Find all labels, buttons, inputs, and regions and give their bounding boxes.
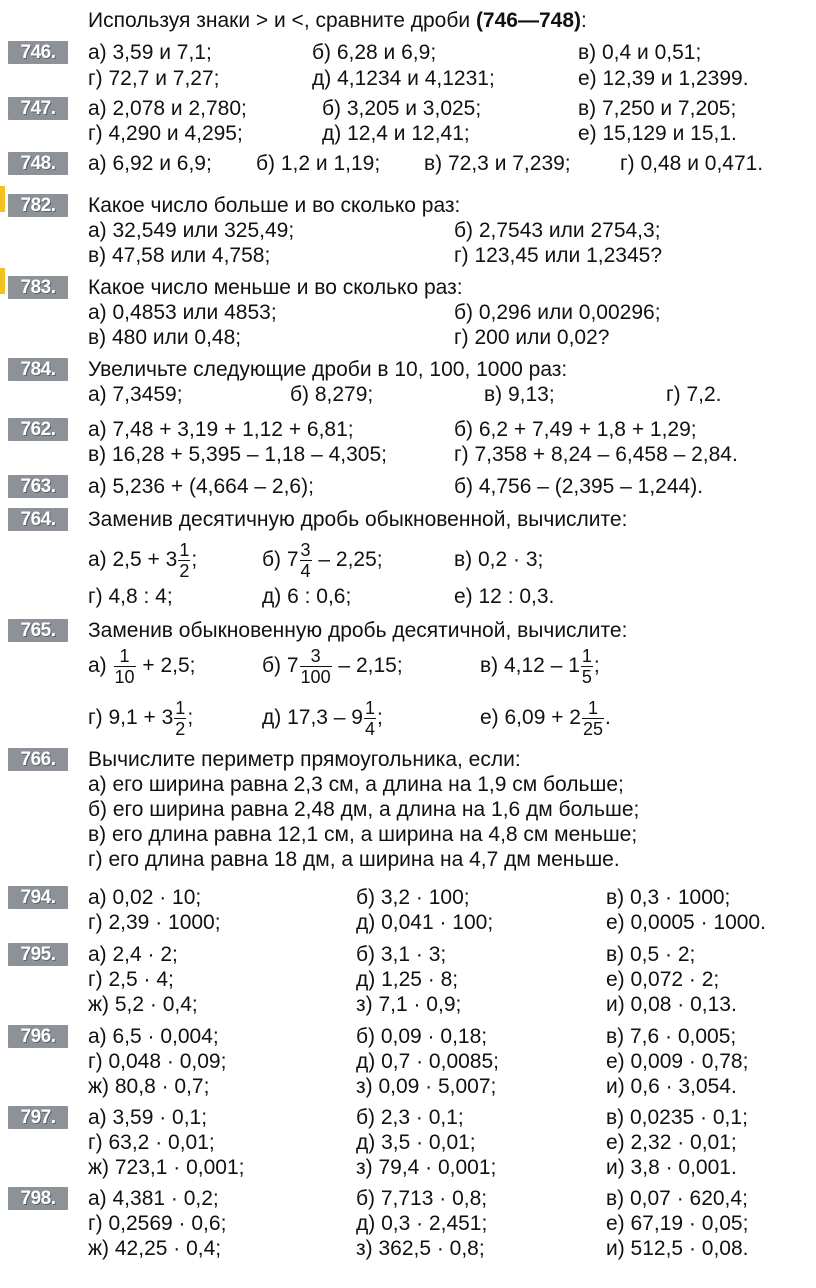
denominator: 2 xyxy=(175,718,186,739)
item: г) 123,45 или 1,2345? xyxy=(454,244,663,267)
problem-number-783: 783. xyxy=(8,276,68,299)
item: г) 0,048 · 0,09; xyxy=(88,1050,227,1073)
problem-title: Вычислите периметр прямоугольника, если: xyxy=(88,748,521,771)
item: д) 3,5 · 0,01; xyxy=(356,1131,476,1154)
item-a xyxy=(88,644,196,688)
item: г) его длина равна 18 дм, а ширина на 4,7 дм меньше. xyxy=(88,848,620,871)
item: г) 0,48 и 0,471. xyxy=(620,152,764,175)
problem-number-763: 763. xyxy=(8,475,68,498)
item: в) 47,58 или 4,758; xyxy=(88,244,271,267)
problem-title: Какое число больше и во сколько раз: xyxy=(88,194,461,217)
item: в) 0,0235 · 0,1; xyxy=(606,1106,748,1129)
problem-number-747: 747. xyxy=(8,97,68,120)
yellow-margin-marker xyxy=(0,186,5,212)
numerator: 3 xyxy=(300,539,311,560)
item-b xyxy=(262,644,403,688)
expr-text: ; xyxy=(377,706,383,729)
problem-title: Какое число меньше и во сколько раз: xyxy=(88,276,463,299)
problem-number-746: 746. xyxy=(8,41,68,64)
fraction xyxy=(364,698,376,739)
item: г) 4,290 и 4,295; xyxy=(88,122,243,145)
numerator: 1 xyxy=(179,539,190,560)
expr-text: г) 9,1 + 3 xyxy=(88,706,174,729)
problem-number-762: 762. xyxy=(8,418,68,441)
item: а) 2,078 и 2,780; xyxy=(88,97,247,120)
item: е) 67,19 · 0,05; xyxy=(606,1212,749,1235)
item-c: в) 0,2 · 3; xyxy=(454,548,544,571)
item: в) 16,28 + 5,395 – 1,18 – 4,305; xyxy=(88,443,387,466)
denominator: 10 xyxy=(114,666,135,687)
problem-number-782: 782. xyxy=(8,194,68,217)
numerator: 1 xyxy=(175,697,186,718)
problem-number-766: 766. xyxy=(8,748,68,771)
expr-text: . xyxy=(605,706,611,729)
item: и) 0,08 · 0,13. xyxy=(606,993,737,1016)
item: г) 2,5 · 4; xyxy=(88,968,174,991)
expr-text: е) 6,09 + 2 xyxy=(480,706,581,729)
problem-title: Заменив обыкновенную дробь десятичной, вычислите: xyxy=(88,619,628,642)
problem-number-798: 798. xyxy=(8,1187,68,1210)
problem-number-765: 765. xyxy=(8,619,68,642)
item: а) 0,02 · 10; xyxy=(88,886,202,909)
item: е) 2,32 · 0,01; xyxy=(606,1131,737,1154)
fraction xyxy=(178,540,190,581)
item: в) 0,4 и 0,51; xyxy=(578,41,702,64)
expr-text: д) 17,3 – 9 xyxy=(262,706,363,729)
problem-number-764: 764. xyxy=(8,508,68,531)
item: и) 3,8 · 0,001. xyxy=(606,1156,737,1179)
expr-text: + 2,5; xyxy=(136,654,196,677)
item-d: г) 4,8 : 4; xyxy=(88,585,173,608)
item: в) 0,3 · 1000; xyxy=(606,886,731,909)
denominator: 4 xyxy=(364,718,375,739)
item-c xyxy=(480,644,600,688)
item: а) 3,59 · 0,1; xyxy=(88,1106,208,1129)
item: д) 0,3 · 2,451; xyxy=(356,1212,488,1235)
expr-text: – 2,15; xyxy=(332,654,403,677)
item-f: е) 12 : 0,3. xyxy=(454,585,555,608)
item: в) 480 или 0,48; xyxy=(88,326,242,349)
item: в) 0,5 · 2; xyxy=(606,943,696,966)
item: а) 32,549 или 325,49; xyxy=(88,219,295,242)
item: з) 79,4 · 0,001; xyxy=(356,1156,497,1179)
item: е) 0,009 · 0,78; xyxy=(606,1050,749,1073)
expr-text: – 2,25; xyxy=(312,548,383,571)
numerator: 1 xyxy=(114,646,136,667)
problem-number-795: 795. xyxy=(8,943,68,966)
item-a xyxy=(88,538,197,582)
item: а) 7,3459; xyxy=(88,383,183,406)
item: ж) 42,25 · 0,4; xyxy=(88,1237,222,1260)
item: д) 4,1234 и 4,1231; xyxy=(312,67,495,90)
item: б) 6,28 и 6,9; xyxy=(312,41,437,64)
item-e: д) 6 : 0,6; xyxy=(262,585,352,608)
item: з) 7,1 · 0,9; xyxy=(356,993,462,1016)
yellow-margin-marker xyxy=(0,268,5,294)
item: г) 7,2. xyxy=(666,383,722,406)
item: г) 200 или 0,02? xyxy=(454,326,610,349)
problem-number-784: 784. xyxy=(8,358,68,381)
item: г) 2,39 · 1000; xyxy=(88,911,221,934)
expr-text: а) xyxy=(88,654,113,677)
item: а) его ширина равна 2,3 см, а длина на 1,9 см больше; xyxy=(88,773,624,796)
fraction xyxy=(300,540,312,581)
item: б) 2,3 · 0,1; xyxy=(356,1106,464,1129)
expr-text: б) 7 xyxy=(262,654,299,677)
numerator: 1 xyxy=(364,697,375,718)
denominator: 25 xyxy=(583,718,604,739)
fraction xyxy=(582,698,604,739)
item: б) 3,2 · 100; xyxy=(356,886,470,909)
problem-number-794: 794. xyxy=(8,886,68,909)
item: г) 0,2569 · 0,6; xyxy=(88,1212,227,1235)
item: з) 362,5 · 0,8; xyxy=(356,1237,485,1260)
item: г) 63,2 · 0,01; xyxy=(88,1131,215,1154)
intro-text: Используя знаки > и <, сравните дроби xyxy=(88,9,476,32)
item-f xyxy=(480,696,611,740)
item: б) 2,7543 или 2754,3; xyxy=(454,219,661,242)
item: з) 0,09 · 5,007; xyxy=(356,1075,497,1098)
expr-text: ; xyxy=(593,654,600,677)
expr-text: в) 4,12 – 1 xyxy=(480,654,580,677)
item: и) 0,6 · 3,054. xyxy=(606,1075,737,1098)
item: д) 0,7 · 0,0085; xyxy=(356,1050,500,1073)
item-d xyxy=(88,696,193,740)
expr-text: ; xyxy=(187,706,194,729)
item: е) 15,129 и 15,1. xyxy=(578,122,737,145)
item: ж) 5,2 · 0,4; xyxy=(88,993,198,1016)
item: а) 0,4853 или 4853; xyxy=(88,301,277,324)
item: в) 7,250 и 7,205; xyxy=(578,97,737,120)
item: а) 6,92 и 6,9; xyxy=(88,152,212,175)
fraction xyxy=(581,646,593,687)
item: и) 512,5 · 0,08. xyxy=(606,1237,749,1260)
item: б) 1,2 и 1,19; xyxy=(256,152,381,175)
item: в) его длина равна 12,1 см, а ширина на 4,8 см меньше; xyxy=(88,823,638,846)
denominator: 2 xyxy=(179,560,190,581)
item-e xyxy=(262,696,383,740)
fraction xyxy=(114,646,136,687)
item: в) 9,13; xyxy=(484,383,555,406)
item: а) 2,4 · 2; xyxy=(88,943,178,966)
expr-text: ; xyxy=(191,548,198,571)
item: б) его ширина равна 2,48 дм, а длина на 1,6 дм больше; xyxy=(88,798,640,821)
denominator: 4 xyxy=(300,560,311,581)
item: д) 1,25 · 8; xyxy=(356,968,459,991)
item: д) 0,041 · 100; xyxy=(356,911,494,934)
item: б) 0,296 или 0,00296; xyxy=(454,301,661,324)
denominator: 5 xyxy=(581,666,592,687)
item: ж) 80,8 · 0,7; xyxy=(88,1075,210,1098)
item: б) 6,2 + 7,49 + 1,8 + 1,29; xyxy=(454,418,697,441)
item: г) 72,7 и 7,27; xyxy=(88,67,220,90)
item: е) 0,072 · 2; xyxy=(606,968,720,991)
numerator: 1 xyxy=(581,645,592,666)
item: а) 4,381 · 0,2; xyxy=(88,1187,219,1210)
item: б) 7,713 · 0,8; xyxy=(356,1187,488,1210)
problem-number-796: 796. xyxy=(8,1025,68,1048)
item: б) 8,279; xyxy=(290,383,374,406)
numerator: 1 xyxy=(582,698,604,719)
item: в) 7,6 · 0,005; xyxy=(606,1025,737,1048)
fraction xyxy=(174,698,186,739)
item: б) 3,1 · 3; xyxy=(356,943,447,966)
item: д) 12,4 и 12,41; xyxy=(322,122,470,145)
intro-line xyxy=(88,8,587,34)
item: г) 7,358 + 8,24 – 6,458 – 2,84. xyxy=(454,443,738,466)
denominator: 100 xyxy=(300,666,331,687)
problem-title: Заменив десятичную дробь обыкновенной, вычислите: xyxy=(88,508,628,531)
item: а) 5,236 + (4,664 – 2,6); xyxy=(88,475,314,498)
intro-range: (746—748) xyxy=(475,9,581,32)
expr-text: а) 2,5 + 3 xyxy=(88,548,178,571)
problem-number-748: 748. xyxy=(8,152,68,175)
numerator: 3 xyxy=(300,646,332,667)
intro-colon: : xyxy=(581,9,587,32)
item: а) 6,5 · 0,004; xyxy=(88,1025,219,1048)
problem-number-797: 797. xyxy=(8,1106,68,1129)
item: б) 0,09 · 0,18; xyxy=(356,1025,488,1048)
item: а) 7,48 + 3,19 + 1,12 + 6,81; xyxy=(88,418,354,441)
item: е) 12,39 и 1,2399. xyxy=(578,67,749,90)
item: е) 0,0005 · 1000. xyxy=(606,911,766,934)
item-b xyxy=(262,538,383,582)
item: б) 4,756 – (2,395 – 1,244). xyxy=(454,475,704,498)
problem-title: Увеличьте следующие дроби в 10, 100, 1000 раз: xyxy=(88,358,568,381)
item: ж) 723,1 · 0,001; xyxy=(88,1156,245,1179)
item: в) 72,3 и 7,239; xyxy=(424,152,571,175)
expr-text: б) 7 xyxy=(262,548,299,571)
item: б) 3,205 и 3,025; xyxy=(322,97,482,120)
item: а) 3,59 и 7,1; xyxy=(88,41,212,64)
fraction xyxy=(300,646,332,687)
item: в) 0,07 · 620,4; xyxy=(606,1187,748,1210)
